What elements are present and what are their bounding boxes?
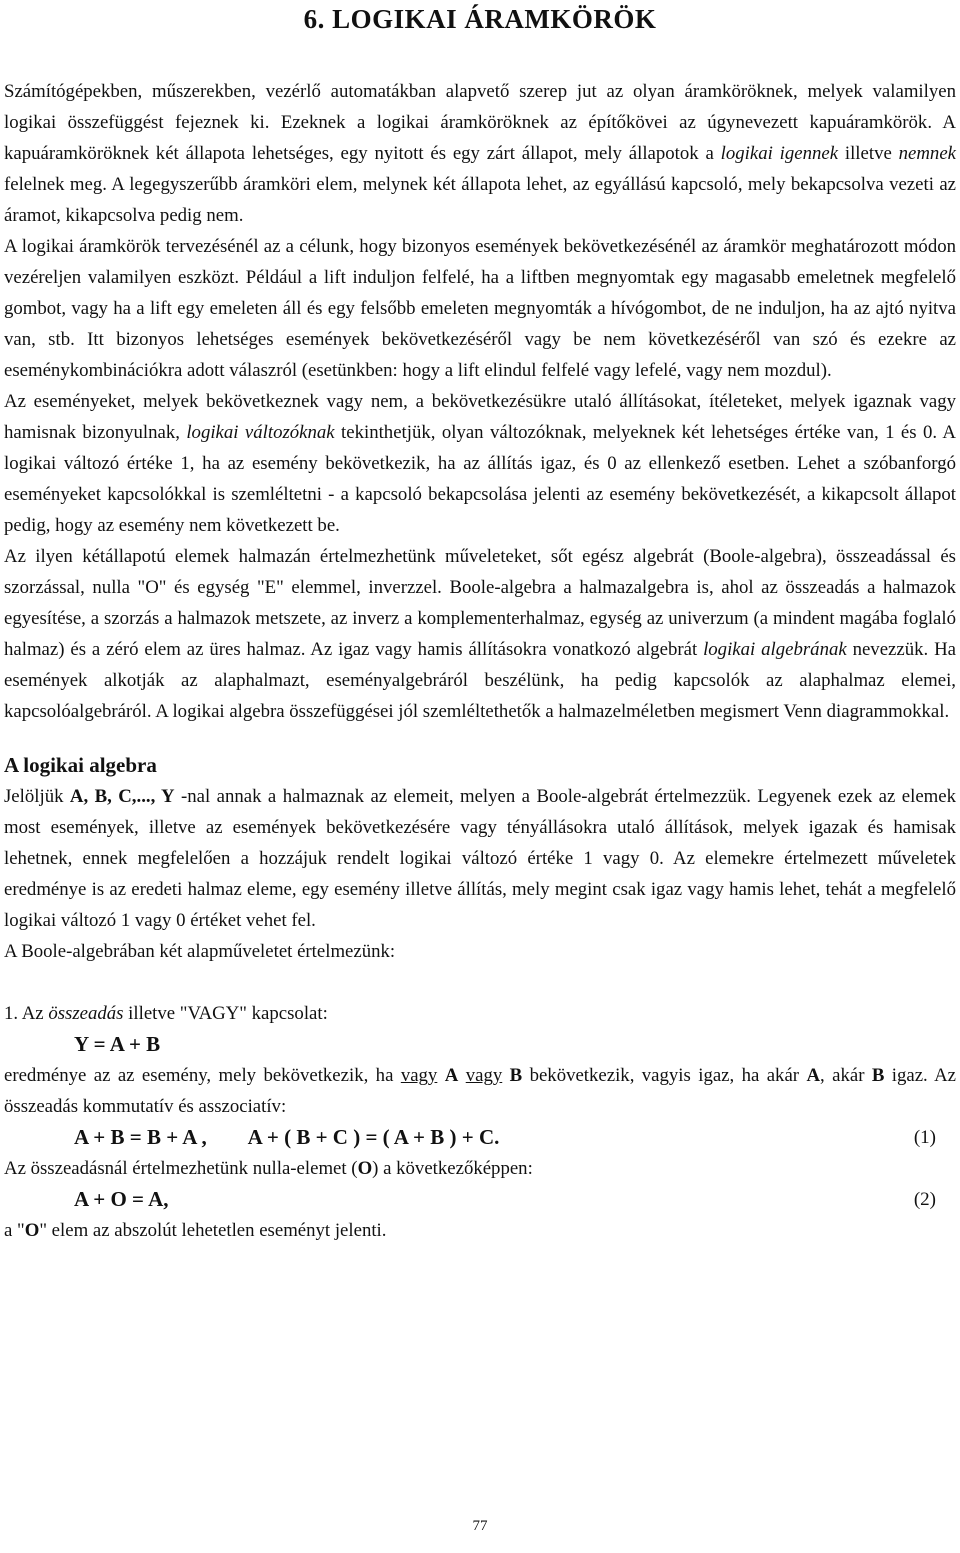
document-page	[4, 0, 957, 1241]
chapter-title: 6. LOGIKAI ÁRAMKÖRÖK	[303, 4, 657, 34]
paragraph-1: Számítógépekben, műszerekben, vezérlő automatákban alapvető szerep jut az olyan áramköröknek, melyek valamilyen logikai összefüggést fejeznek ki. Ezeknek a logikai áramköröknek az építőkövei az úgynevezett kapuáramkörök. A kapuáramköröknek két állapota lehetséges, egy nyitott és egy zárt állapot, mely állapotok a logikai igennek illetve nemnek felelnek meg. A legegyszerűbb áramköri elem, melynek két állapota lehet, az egyállású kapcsoló, mely bekapcsolva vezeti az áramot, kikapcsolva pedig nem.	[4, 81, 956, 226]
paragraph-9: a "O" elem az abszolút lehetetlen eseményt jelenti.	[4, 1220, 387, 1241]
formula-1: A + B = B + A , A + ( B + C ) = ( A + B ) + C. (1)	[4, 1122, 956, 1153]
paragraph-2: A logikai áramkörök tervezésénél az a célunk, hogy bizonyos események bekövetkezésénél az áramkör meghatározott módon vezéreljen valamilyen eszközt. Például a lift induljon felfelé, ha a liftben megnyomtak egy magasabb emeletnek megfelelő gombot, vagy ha a lift egy emeleten áll és egy felsőbb emeleten megnyomták a hívógombot, de ne induljon, ha az ajtó nyitva van, stb. Itt bizonyos lehetséges események bekövetkezéséről vagy be nem következéséről van szó és ezekre az eseménykombinációkra adott válaszról (esetünkben: hogy a lift elindul felfelé vagy lefelé, vagy nem mozdul).	[4, 236, 956, 381]
paragraph-8: Az összeadásnál értelmezhetünk nulla-elemet (O) a következőképpen:	[4, 1158, 533, 1179]
equation-number-2: (2)	[913, 1189, 936, 1210]
document-body	[4, 76, 956, 1246]
equation-number-1: (1)	[913, 1127, 936, 1148]
paragraph-4: Az ilyen kétállapotú elemek halmazán értelmezhetünk műveleteket, sőt egész algebrát (Boole-algebra), összeadással és szorzással, nulla "O" és egység "E" elemmel, inverzzel. Boole-algebra a halmazalgebra is, ahol az összeadás a halmazok egyesítése, a szorzás a halmazok metszete, az inverz a komplementerhalmaz, egység az univerzum (a mindent magába foglaló halmaz) és a zéró elem az üres halmaz. Az igaz vagy hamis állításokra vonatkozó algebrát logikai algebrának nevezzük. Ha események alkotják az alaphalmazt, eseményalgebráról beszélünk, ha pedig kapcsolók az alaphalmaz elemei, kapcsolóalgebráról. A logikai algebra összefüggései jól szemléltethetők a halmazelméletben megismert Venn diagrammokkal.	[4, 546, 956, 722]
paragraph-6: A Boole-algebrában két alapműveletet értelmezünk:	[4, 941, 396, 962]
formula-or: Y = A + B	[74, 1032, 161, 1056]
blank-line	[4, 967, 956, 998]
section-heading: A logikai algebra	[4, 753, 157, 777]
list-item-1: 1. Az összeadás illetve "VAGY" kapcsolat:	[4, 1003, 328, 1024]
formula-2: A + O = A, (2)	[4, 1184, 956, 1215]
paragraph-7: eredménye az az esemény, mely bekövetkezik, ha vagy A vagy B bekövetkezik, vagyis igaz, ha akár A, akár B igaz. Az összeadás kommutatív és asszociatív:	[4, 1065, 957, 1117]
paragraph-5: Jelöljük A, B, C,..., Y -nal annak a halmaznak az elemeit, melyen a Boole-algebrát értelmezzük. Legyenek ezek az elemek most események, illetve az események bekövetkezésére vagy tényállásokra utaló állítások, melyek igazak és hamisak lehetnek, ennek megfelelően a hozzájuk rendelt logikai változó értéke 1 vagy 0. Az elemekre értelmezett műveletek eredménye is az eredeti halmaz eleme, egy esemény illetve állítás, mely megint csak igaz vagy hamis lehet, tehát a megfelelő logikai változó 1 vagy 0 értéket vehet fel.	[4, 786, 956, 931]
paragraph-3: Az eseményeket, melyek bekövetkeznek vagy nem, a bekövetkezésükre utaló állításokat, ítéleteket, melyek igaznak vagy hamisnak bizonyulnak, logikai változóknak tekinthetjük, olyan változóknak, melyeknek két lehetséges értéke van, 1 és 0. A logikai változó értéke 1, ha az esemény bekövetkezik, ha az állítás igaz, és 0 az ellenkező esetben. Lehet a szóbanforgó eseményeket kapcsolókkal is szemléltetni - a kapcsoló bekapcsolása jelenti az esemény bekövetkezését, a kikapcsolt állapot pedig, hogy az esemény nem következett be.	[4, 391, 956, 536]
page-number: 77	[472, 1518, 488, 1534]
